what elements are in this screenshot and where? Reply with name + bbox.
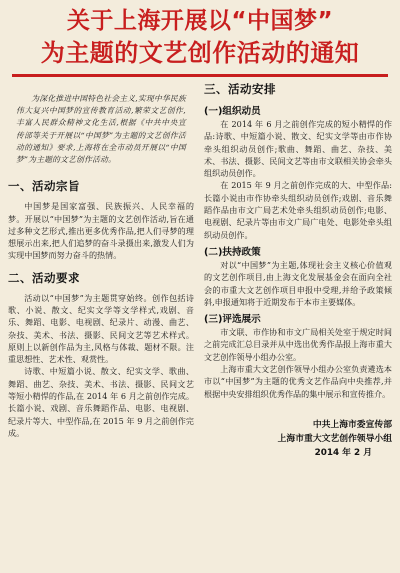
signature-block [204, 418, 392, 460]
section-3-heading: 三、活动安排 [204, 82, 276, 96]
section-2-paragraph-2: 诗歌、中短篇小说、散文、纪实文学、歌曲、舞蹈、曲艺、杂技、美术、书法、摄影、民间文艺等短小精悍的作品,在 2014 年 6 月之前创作完成。长篇小说、戏剧、音乐舞蹈作品、电影、电视剧、纪录片等大、中型作品,在 2015 年 9 月之前创作完成。 [8, 366, 194, 438]
signature-org-2: 上海市重大文艺创作领导小组 [277, 433, 392, 444]
signature-org-1: 中共上海市委宣传部 [312, 419, 392, 430]
intro-block [8, 81, 194, 170]
right-column [204, 81, 392, 460]
section-2-paragraph-1: 活动以“中国梦”为主题贯穿始终。创作包括诗歌、小说、散文、纪实文学等文学样式,戏剧、音乐、舞蹈、电影、电视剧、纪录片、动漫、曲艺、杂技、美术、书法、摄影、民间文艺等艺术样式。原则上以新创作品为主,风格与体裁、题材不限。注重思想性、艺术性、观赏性。 [8, 292, 194, 365]
body-columns [8, 81, 392, 460]
left-column [8, 81, 194, 460]
subsection-2-paragraph: 对以“中国梦”为主题,体现社会主义核心价值观的文艺创作项目,由上海文化发展基金会在面向全社会的市重大文艺创作项目申报中受理,并给予政策倾斜,申报通知将于近期发布于本市主要媒体。 [204, 259, 392, 307]
subsection-1-heading: (一)组织动员 [204, 106, 261, 117]
signature-date: 2014 年 2 月 [314, 447, 372, 458]
section-1-heading: 一、活动宗旨 [8, 179, 80, 194]
section-2-heading: 二、活动要求 [8, 270, 80, 285]
title-divider [12, 74, 388, 77]
intro-paragraph: 为深化推进中国特色社会主义,实现中华民族伟大复兴中国梦的宣传教育活动,繁荣文艺创作,丰富人民群众精神文化生活,根据《中共中央宣传部等关于开展以“中国梦”为主题的文艺创作活动的通知》要求,上海将在全市动员开展以“中国梦”为主题的文艺创作活动。 [16, 94, 186, 165]
subsection-3-heading: (三)评选展示 [204, 314, 261, 326]
subsection-1-paragraph-1: 在 2014 年 6 月之前创作完成的短小精悍的作品:诗歌、中短篇小说、散文、纪实文学等由市作协牵头组织动员创作;歌曲、舞蹈、曲艺、杂技、美术、书法、摄影、民间文艺等由市文联相关协会牵头组织动员创作。 [204, 119, 392, 179]
subsection-2-heading: (二)扶持政策 [204, 246, 261, 258]
section-1-paragraph: 中国梦是国家富强、民族振兴、人民幸福的梦。开展以“中国梦”为主题的文艺创作活动,旨在通过多种文艺形式,推出更多优秀作品,把人们寻梦的理想展示出来,把人们追梦的奋斗录摄出来,激发人们为实现中国梦而努力奋斗的热情。 [8, 201, 194, 261]
subsection-3-paragraph-2: 上海市重大文艺创作领导小组办公室负责遴选本市以“中国梦”为主题的优秀文艺作品向中央推荐,并根据中央安排组织优秀作品的集中展示和宣传推介。 [204, 364, 392, 399]
subsection-3-paragraph-1: 市文联、市作协和市文广局相关处室于规定时间之前完成汇总目录并从中选出优秀作品报上海市重大文艺创作领导小组办公室。 [204, 327, 392, 362]
title-line-1: 关于上海开展以“中国梦” [66, 8, 334, 34]
title-line-2: 为主题的文艺创作活动的通知 [40, 39, 360, 67]
subsection-1-paragraph-2: 在 2015 年 9 月之前创作完成的大、中型作品:长篇小说由市作协牵头组织动员创作;戏剧、音乐舞蹈作品由市文广局艺术处牵头组织动员创作;电影、电视剧、纪录片等由市文广局广电处、电影处牵头组织动员创作。 [204, 180, 392, 240]
